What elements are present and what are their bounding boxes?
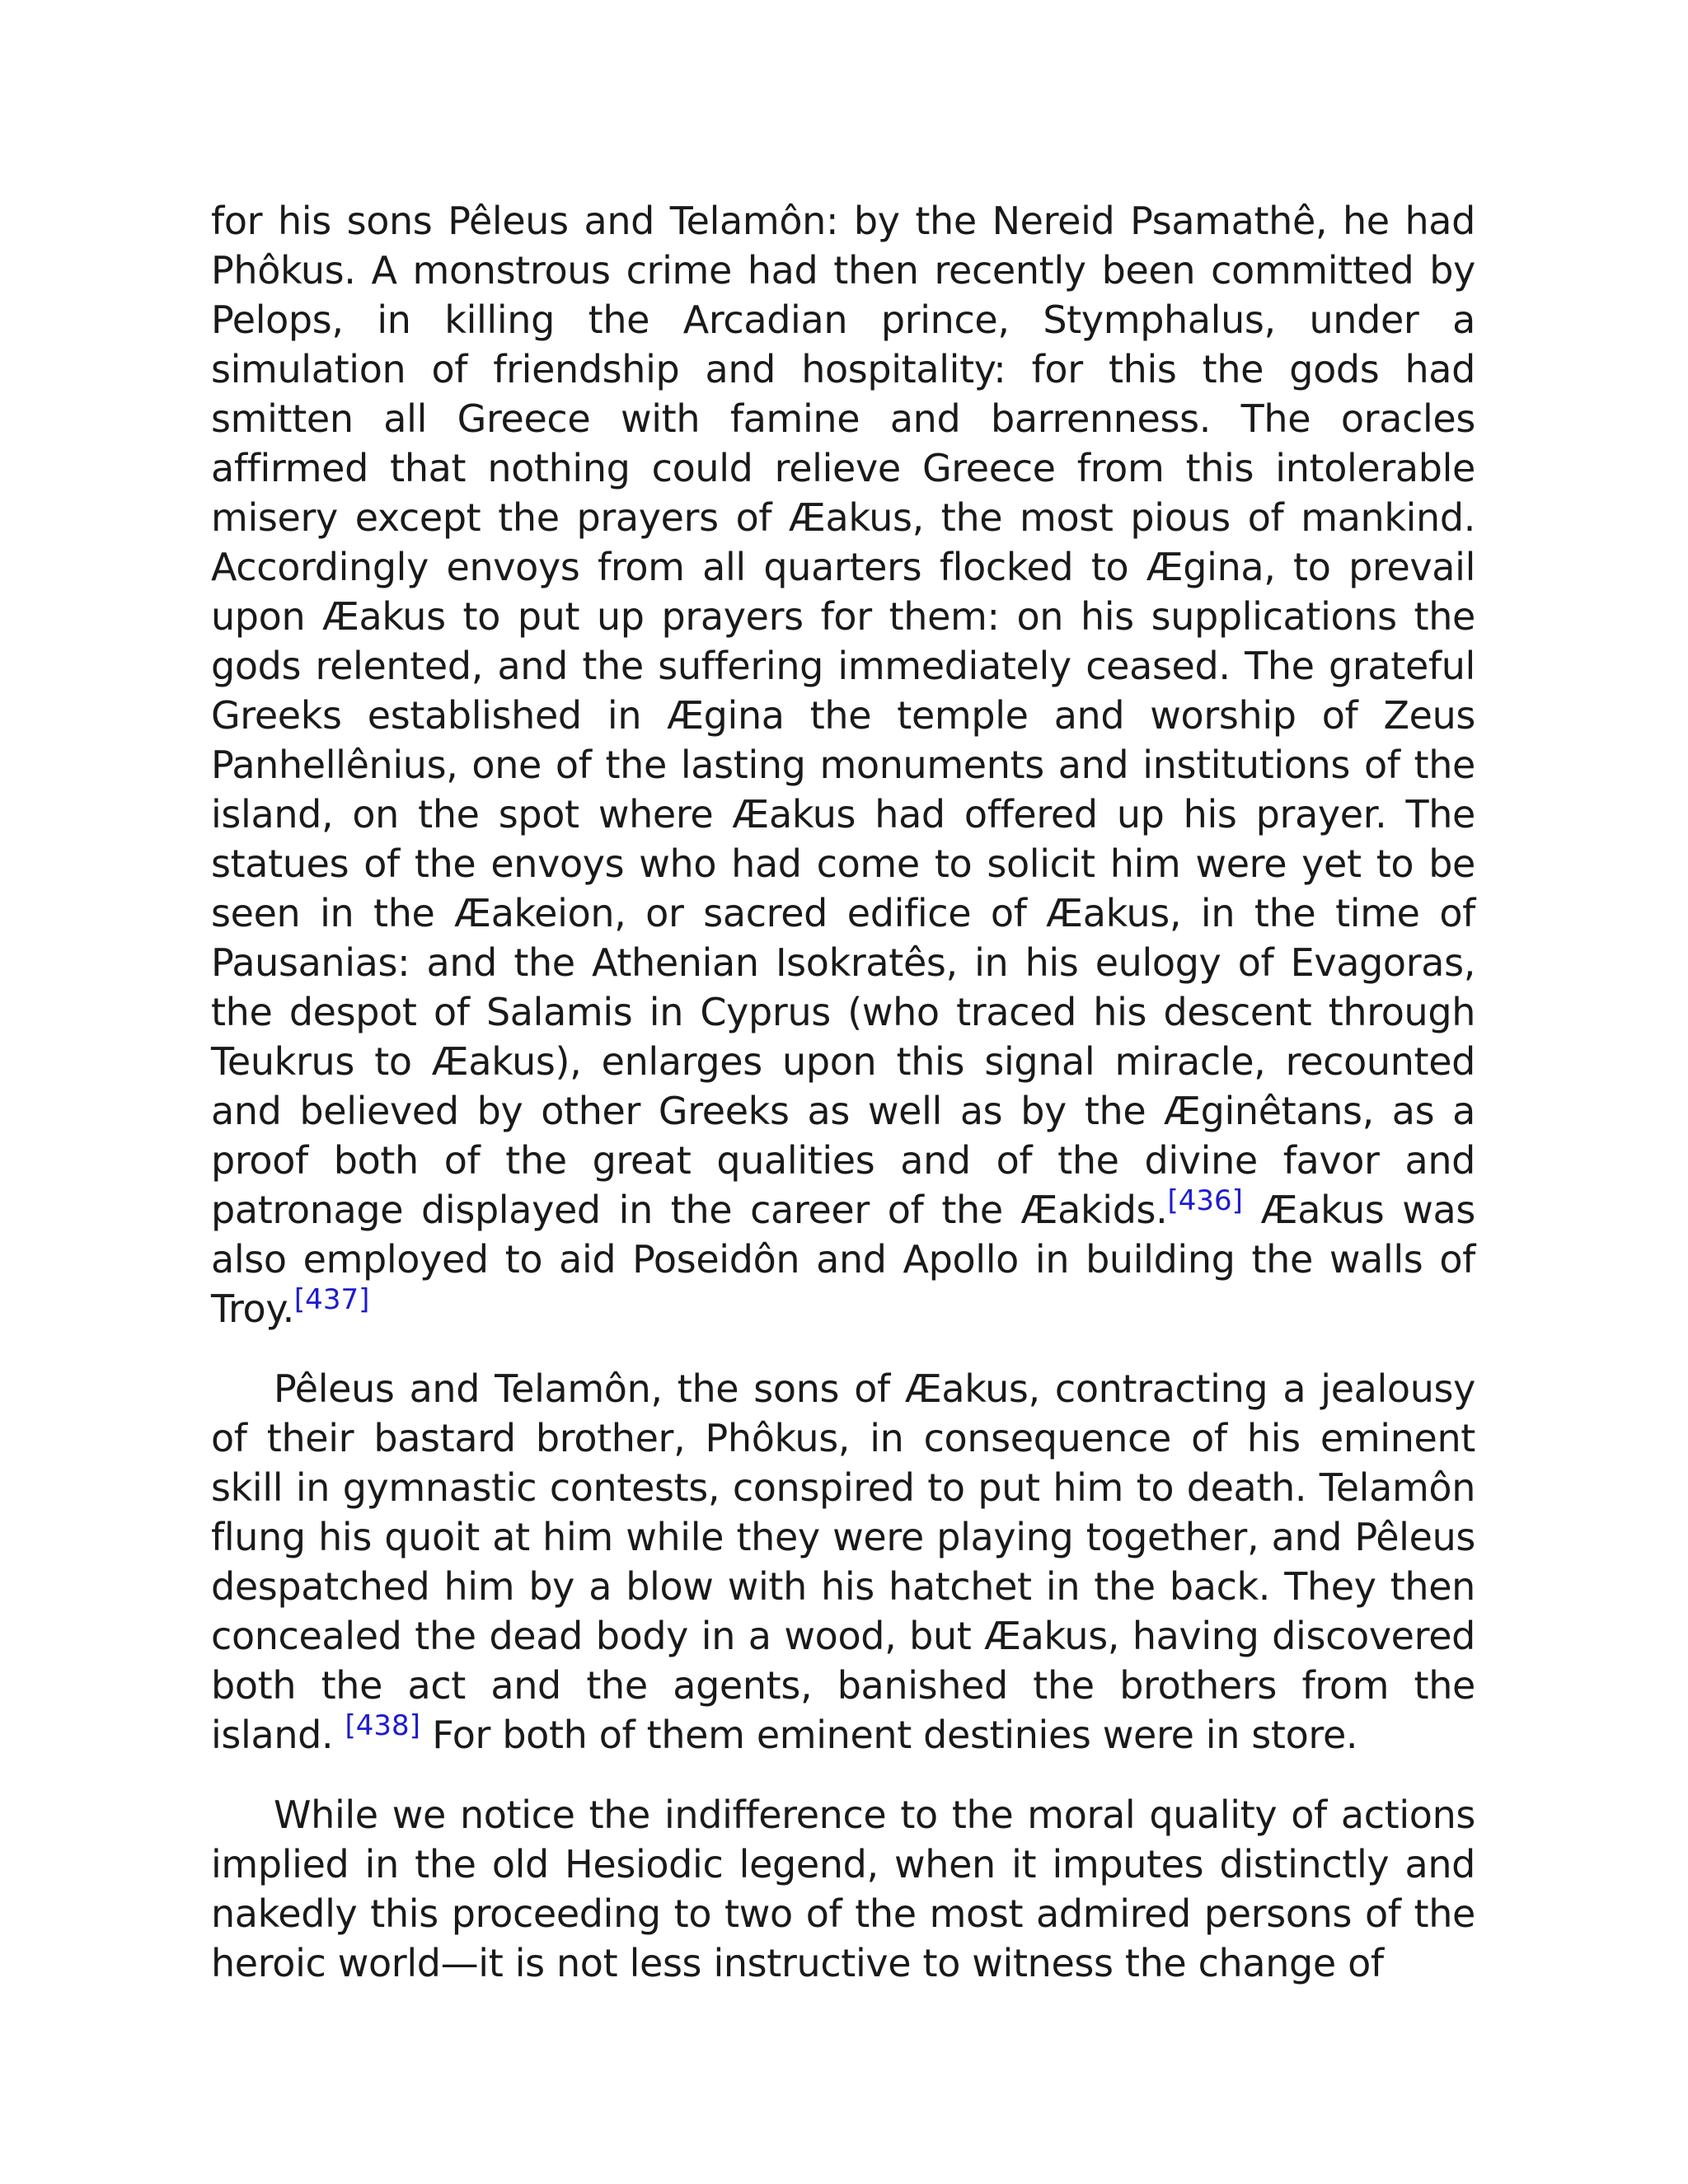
paragraph-1-text-a: for his sons Pêleus and Telamôn: by the Nereid Psamathê, he had Phôkus. A monstrous crime had then recently been committed by Pelops, in killing the Arcadian prince, Stymphalus, under a simulation of friendship and hospitality: for this the gods had smitten all Greece with famine and barrenness. The oracles affirmed that nothing could relieve Greece from this intolerable misery except the prayers of Æakus, the most pious of mankind. Accordingly envoys from all quarters flocked to Ægina, to prevail upon Æakus to put up prayers for them: on his supplications the gods relented, and the suffering immediately ceased. The grateful Greeks established in Ægina the temple and worship of Zeus Panhellênius, one of the lasting monuments and institutions of the island, on the spot where Æakus had offered up his prayer. The statues of the envoys who had come to solicit him were yet to be seen in the Æakeion, or sacred edifice of Æakus, in the time of Pausanias: and the Athenian Isokratês, in his eulogy of Evagoras, the despot of Salamis in Cyprus (who traced his descent through Teukrus to Æakus), enlarges upon this signal miracle, recounted and believed by other Greeks as well as by the Æginêtans, as a proof both of the great qualities and of the divine favor and patronage displayed in the career of the Æakids. [211, 199, 1475, 1232]
footnote-link-438[interactable]: [438] [345, 1709, 420, 1742]
paragraph-2 [211, 1364, 1475, 1760]
paragraph-3 [211, 1790, 1475, 1988]
paragraph-2-text-b: For both of them eminent destinies were in store. [420, 1713, 1358, 1757]
paragraph-1 [211, 196, 1475, 1333]
footnote-link-436[interactable]: [436] [1167, 1184, 1243, 1217]
paragraph-2-text-a: Pêleus and Telamôn, the sons of Æakus, contracting a jealousy of their bastard brother, Phôkus, in consequence of his eminent skill in gymnastic contests, conspired to put him to death. Telamôn flung his quoit at him while they were playing together, and Pêleus despatched him by a blow with his hatchet in the back. They then concealed the dead body in a wood, but Æakus, having discovered both the act and the agents, banished the brothers from the island. [211, 1366, 1475, 1757]
paragraph-1-text-b: Æakus was also employed to aid Poseidôn and Apollo in building the walls of Troy. [211, 1188, 1475, 1331]
paragraph-3-text: While we notice the indifference to the moral quality of actions implied in the old Hesiodic legend, when it imputes distinctly and nakedly this proceeding to two of the most admired persons of the heroic world—it is not less instructive to witness the change of [211, 1793, 1475, 1985]
page-body [211, 196, 1475, 1988]
footnote-link-437[interactable]: [437] [293, 1283, 370, 1316]
